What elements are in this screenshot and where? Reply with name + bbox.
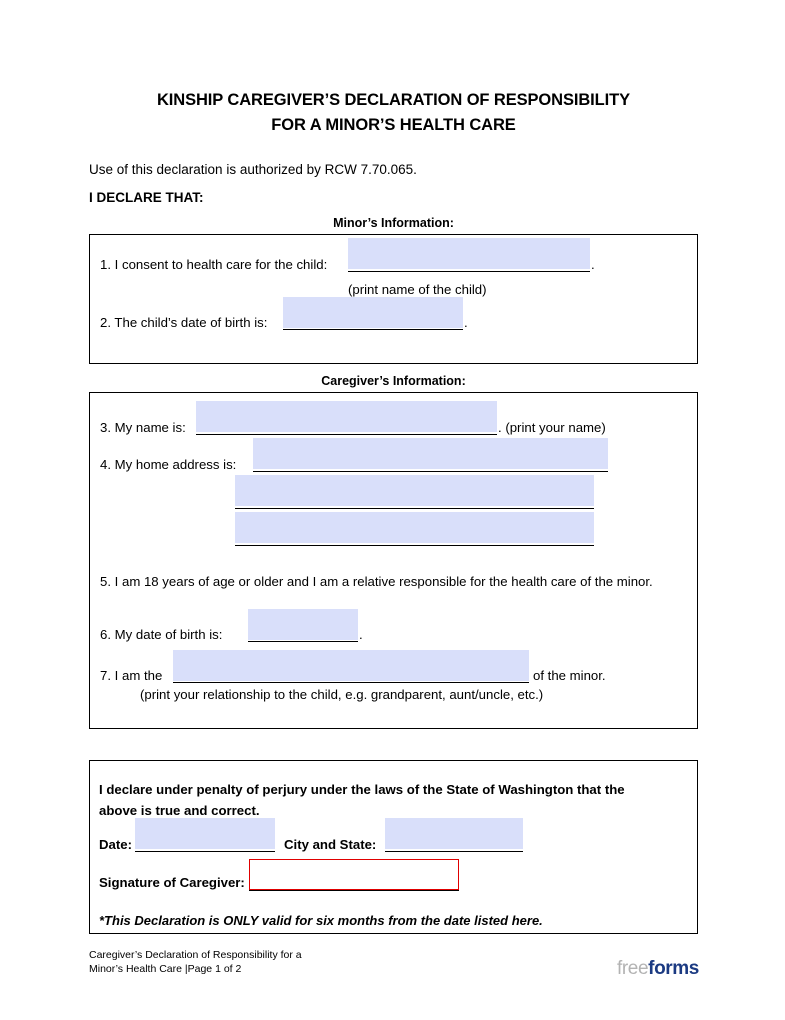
minor-item1-label: 1. I consent to health care for the child: [100, 257, 328, 272]
title-line-1: KINSHIP CAREGIVER’S DECLARATION OF RESPONSIBILITY [156, 91, 631, 109]
minor-item2-period: . [464, 315, 468, 330]
caregiver-item7-suffix: of the minor. [533, 668, 606, 683]
caregiver-item3-label: 3. My name is: [100, 420, 186, 435]
perjury-statement: I declare under penalty of perjury under the laws of the State of Washington that the above is true and correct. [99, 782, 625, 818]
minor-item1-period: . [591, 257, 595, 272]
caregiver-relationship-underline [173, 682, 529, 683]
date-underline [135, 851, 275, 852]
caregiver-item6-period: . [359, 627, 363, 642]
caregiver-address-line2-input[interactable] [235, 475, 594, 506]
signature-label: Signature of Caregiver: [99, 875, 245, 890]
caregiver-item6-label: 6. My date of birth is: [100, 627, 223, 642]
caregiver-item7-label: 7. I am the [100, 668, 163, 683]
date-label: Date: [99, 837, 132, 852]
caregiver-item4-label: 4. My home address is: [100, 457, 237, 472]
child-name-underline [348, 271, 590, 272]
child-dob-input[interactable] [283, 297, 463, 328]
caregiver-name-underline [196, 434, 497, 435]
caregiver-address-line3-underline [235, 545, 594, 546]
title-line-2: FOR A MINOR’S HEALTH CARE [271, 116, 516, 134]
signature-input[interactable] [249, 859, 459, 890]
child-dob-underline [283, 329, 463, 330]
caregiver-information-header: Caregiver’s Information: [321, 374, 466, 388]
caregiver-name-input[interactable] [196, 401, 497, 432]
date-input[interactable] [135, 818, 275, 849]
caregiver-address-line1-input[interactable] [253, 438, 608, 469]
caregiver-relationship-input[interactable] [173, 650, 529, 681]
declare-heading: I DECLARE THAT: [89, 190, 204, 205]
validity-note: *This Declaration is ONLY valid for six months from the date listed here. [99, 913, 543, 928]
caregiver-address-line1-underline [253, 471, 608, 472]
authorization-text: Use of this declaration is authorized by RCW 7.70.065. [89, 162, 417, 177]
signature-underline [249, 890, 459, 891]
freeforms-logo [617, 958, 699, 980]
logo-forms-text: forms [648, 958, 699, 979]
city-state-underline [385, 851, 523, 852]
caregiver-dob-underline [248, 641, 358, 642]
child-name-input[interactable] [348, 238, 590, 269]
caregiver-address-line3-input[interactable] [235, 512, 594, 543]
minor-item2-label: 2. The child’s date of birth is: [100, 315, 268, 330]
footer-caption [89, 949, 302, 976]
caregiver-item5-text: 5. I am 18 years of age or older and I am a relative responsible for the health care of the minor. [100, 574, 653, 589]
logo-free-text: free [617, 958, 649, 979]
caregiver-address-line2-underline [235, 508, 594, 509]
footer-line-2: Minor’s Health Care |Page 1 of 2 [89, 962, 242, 975]
caregiver-relationship-caption: (print your relationship to the child, e.g. grandparent, aunt/uncle, etc.) [140, 687, 544, 702]
caregiver-item3-suffix: . (print your name) [498, 420, 606, 435]
minor-information-header: Minor’s Information: [333, 216, 454, 230]
city-state-label: City and State: [284, 837, 377, 852]
caregiver-dob-input[interactable] [248, 609, 358, 640]
page-title [89, 88, 698, 138]
footer-line-1: Caregiver’s Declaration of Responsibility for a [89, 949, 302, 961]
child-name-caption: (print name of the child) [348, 282, 487, 297]
city-state-input[interactable] [385, 818, 523, 849]
